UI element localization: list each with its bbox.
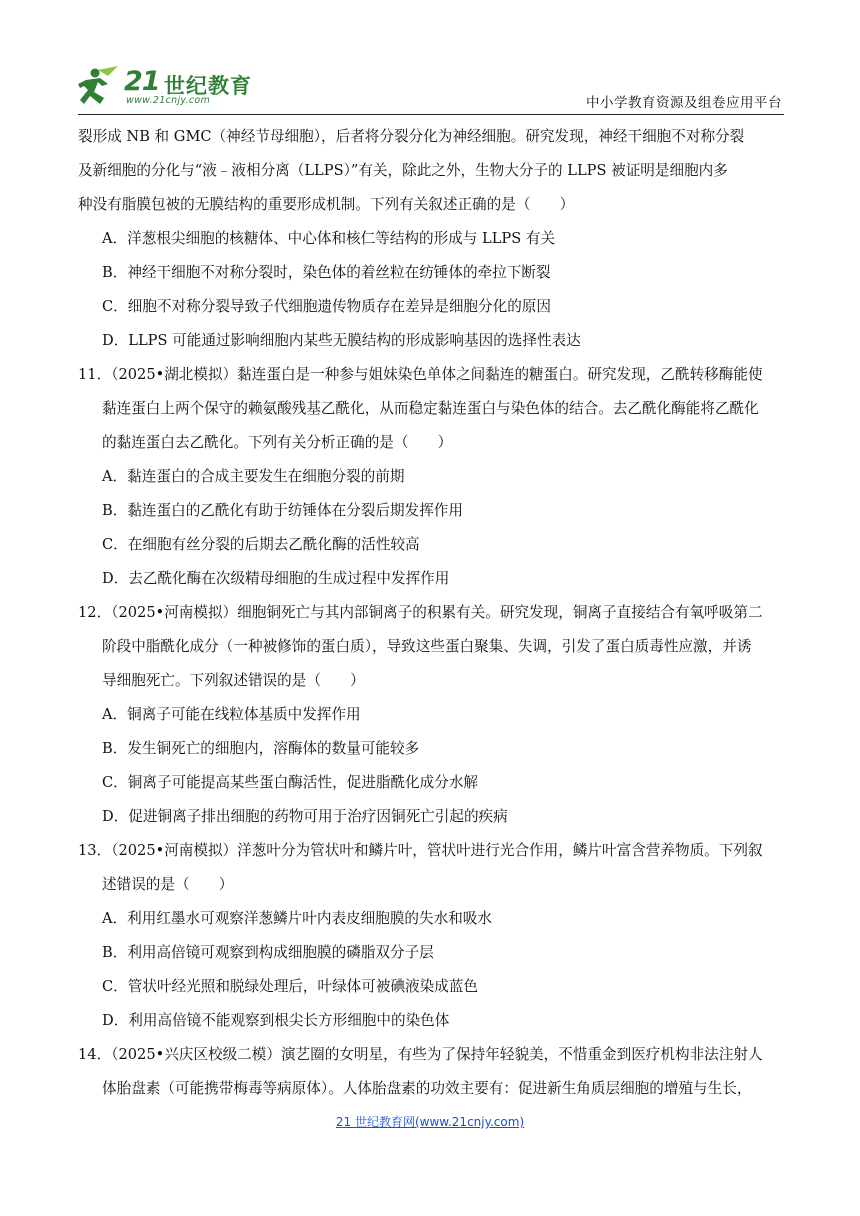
text-line: 裂形成 NB 和 GMC（神经节母细胞），后者将分裂分化为神经细胞。研究发现，神经干细胞不对称分裂 [78,128,745,145]
page-footer [0,1113,860,1130]
logo [78,62,258,110]
logo-brand-name: 世纪教育 [164,74,252,98]
text-line: 述错误的是（ ） [102,876,234,893]
text-line: B．黏连蛋白的乙酰化有助于纺锤体在分裂后期发挥作用 [102,502,463,519]
runner-icon [78,64,124,108]
text-line: 黏连蛋白上两个保守的赖氨酸残基乙酰化，从而稳定黏连蛋白与染色体的结合。去乙酰化酶能将乙酰化 [102,400,759,417]
text-line: C．铜离子可能提高某些蛋白酶活性，促进脂酰化成分水解 [102,774,479,791]
document-body [78,120,788,1106]
text-line: 体胎盘素（可能携带梅毒等病原体）。人体胎盘素的功效主要有：促进新生角质层细胞的增殖与生长， [102,1080,752,1097]
text-line: D．LLPS 可能通过影响细胞内某些无膜结构的形成影响基因的选择性表达 [102,332,581,349]
text-line: 13．（2025•河南模拟）洋葱叶分为管状叶和鳞片叶，管状叶进行光合作用，鳞片叶富含营养物质。下列叙 [78,842,763,859]
footer-link[interactable]: 21 世纪教育网(www.21cnjy.com) [335,1115,525,1129]
text-line: A．黏连蛋白的合成主要发生在细胞分裂的前期 [102,468,405,485]
text-line: 及新细胞的分化与“液﹣液相分离（LLPS）”有关，除此之外，生物大分子的 LLPS 被证明是细胞内多 [78,162,728,179]
text-line: 11．（2025•湖北模拟）黏连蛋白是一种参与姐妹染色单体之间黏连的糖蛋白。研究发现，乙酰转移酶能使 [78,366,763,383]
logo-url: www.21cnjy.com [126,95,211,106]
text-line: A．铜离子可能在线粒体基质中发挥作用 [102,706,361,723]
text-line: 的黏连蛋白去乙酰化。下列有关分析正确的是（ ） [102,434,453,451]
text-line: 导细胞死亡。下列叙述错误的是（ ） [102,672,365,689]
text-line: C．在细胞有丝分裂的后期去乙酰化酶的活性较高 [102,536,420,553]
text-line: 阶段中脂酰化成分（一种被修饰的蛋白质），导致这些蛋白聚集、失调，引发了蛋白质毒性应激，并诱 [102,638,752,655]
text-line: A．洋葱根尖细胞的核糖体、中心体和核仁等结构的形成与 LLPS 有关 [102,230,556,247]
text-line: D．利用高倍镜不能观察到根尖长方形细胞中的染色体 [102,1012,450,1029]
text-line: D．促进铜离子排出细胞的药物可用于治疗因铜死亡引起的疾病 [102,808,508,825]
text-line: 种没有脂膜包被的无膜结构的重要形成机制。下列有关叙述正确的是（ ） [78,196,575,213]
page-header [78,62,784,115]
text-line: D．去乙酰化酶在次级精母细胞的生成过程中发挥作用 [102,570,450,587]
text-line: B．发生铜死亡的细胞内，溶酶体的数量可能较多 [102,740,420,757]
text-line: 14．（2025•兴庆区校级二模）演艺圈的女明星，有些为了保持年轻貌美，不惜重金到医疗机构非法注射人 [78,1046,763,1063]
logo-number: 21 [124,66,160,97]
text-line: C．管状叶经光照和脱绿处理后，叶绿体可被碘液染成蓝色 [102,978,479,995]
text-line: C．细胞不对称分裂导致子代细胞遗传物质存在差异是细胞分化的原因 [102,298,551,315]
text-line: B．利用高倍镜可观察到构成细胞膜的磷脂双分子层 [102,944,434,961]
text-line: A．利用红墨水可观察洋葱鳞片叶内表皮细胞膜的失水和吸水 [102,910,492,927]
text-line: B．神经干细胞不对称分裂时，染色体的着丝粒在纺锤体的牵拉下断裂 [102,264,551,281]
platform-title: 中小学教育资源及组卷应用平台 [586,95,782,111]
text-line: 12．（2025•河南模拟）细胞铜死亡与其内部铜离子的积累有关。研究发现，铜离子直接结合有氧呼吸第二 [78,604,763,621]
